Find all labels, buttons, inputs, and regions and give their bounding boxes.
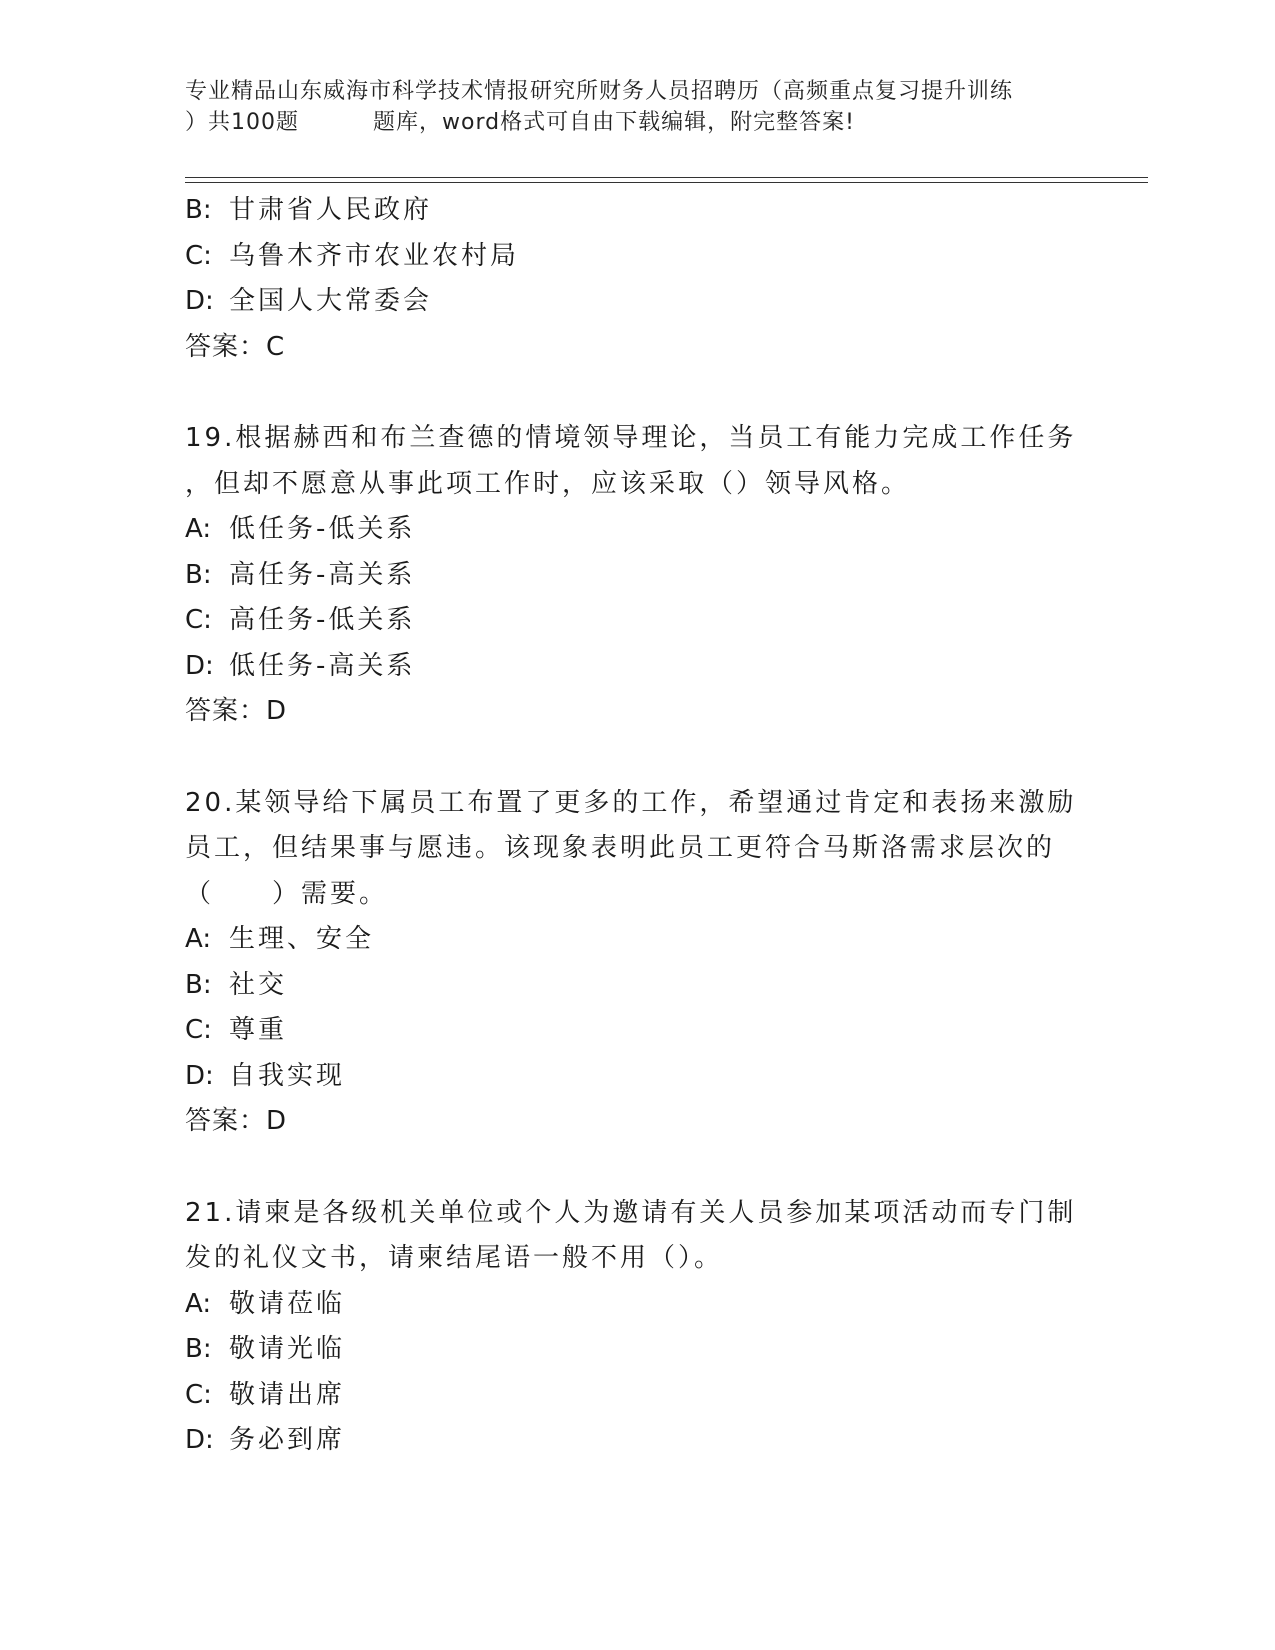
- option-c: [185, 1008, 1085, 1054]
- question-19: [185, 416, 1085, 735]
- option-text: 敬请光临: [229, 1334, 346, 1364]
- option-b: [185, 188, 1085, 234]
- document-header: [185, 76, 1085, 138]
- question-20: [185, 781, 1085, 1145]
- header-title-part-b: 题库，word格式可自由下载编辑，附完整答案!: [373, 110, 855, 135]
- question-stem-line: 19.根据赫西和布兰查德的情境领导理论，当员工有能力完成工作任务: [185, 423, 1077, 453]
- option-d: [185, 279, 1085, 325]
- option-a: [185, 507, 1085, 553]
- answer-line: 答案：D: [185, 696, 288, 726]
- option-a: [185, 1282, 1085, 1328]
- header-divider-bottom: [185, 182, 1148, 183]
- option-c: [185, 234, 1085, 280]
- option-key: D:: [185, 1425, 214, 1455]
- question-stem-line: 发的礼仪文书，请柬结尾语一般不用（）。: [185, 1243, 724, 1273]
- option-a: [185, 917, 1085, 963]
- header-title-line-1: 专业精品山东威海市科学技术情报研究所财务人员招聘历（高频重点复习提升训练: [185, 79, 1014, 104]
- option-text: 务必到席: [229, 1425, 346, 1455]
- option-text: 敬请莅临: [229, 1288, 346, 1319]
- option-text: 尊重: [229, 1015, 288, 1045]
- option-key: B:: [185, 969, 212, 1000]
- option-key: D:: [185, 286, 214, 316]
- option-key: B:: [185, 1334, 212, 1364]
- question-stem-line: （ ）需要。: [185, 878, 389, 909]
- header-title-part-a: ）共100题: [185, 110, 299, 135]
- option-c: [185, 598, 1085, 644]
- option-key: A:: [185, 514, 212, 544]
- option-key: D:: [185, 650, 214, 681]
- question-stem-line: 20.某领导给下属员工布置了更多的工作，希望通过肯定和表扬来激励: [185, 787, 1077, 818]
- option-text: 敬请出席: [229, 1379, 346, 1410]
- option-key: D:: [185, 1060, 214, 1091]
- option-text: 低任务-高关系: [229, 650, 416, 681]
- option-d: [185, 1418, 1085, 1464]
- option-text: 高任务-低关系: [229, 605, 416, 635]
- option-key: C:: [185, 605, 212, 635]
- option-text: 高任务-高关系: [229, 559, 416, 590]
- question-stem-line: ，但却不愿意从事此项工作时，应该采取（）领导风格。: [185, 468, 911, 499]
- question-stem-line: 员工，但结果事与愿违。该现象表明此员工更符合马斯洛需求层次的: [185, 833, 1056, 863]
- option-c: [185, 1373, 1085, 1419]
- option-text: 自我实现: [229, 1060, 346, 1091]
- question-stem-line: 21.请柬是各级机关单位或个人为邀请有关人员参加某项活动而专门制: [185, 1197, 1077, 1228]
- header-title-line-2: [185, 107, 1085, 138]
- answer-line: 答案：D: [185, 1106, 288, 1136]
- option-b: [185, 963, 1085, 1009]
- option-key: B:: [185, 195, 212, 225]
- header-divider-top: [185, 177, 1148, 178]
- option-d: [185, 644, 1085, 690]
- option-key: C:: [185, 1379, 212, 1410]
- question-21: [185, 1191, 1085, 1464]
- option-text: 甘肃省人民政府: [229, 195, 433, 225]
- option-b: [185, 553, 1085, 599]
- option-text: 社交: [229, 969, 288, 1000]
- option-key: B:: [185, 559, 212, 590]
- option-d: [185, 1054, 1085, 1100]
- option-key: A:: [185, 924, 212, 954]
- answer-line: 答案：C: [185, 331, 286, 362]
- option-key: C:: [185, 240, 212, 271]
- option-key: C:: [185, 1015, 212, 1045]
- option-text: 低任务-低关系: [229, 514, 416, 544]
- option-b: [185, 1327, 1085, 1373]
- option-text: 全国人大常委会: [229, 286, 433, 316]
- option-text: 乌鲁木齐市农业农村局: [229, 240, 520, 271]
- option-text: 生理、安全: [229, 924, 375, 954]
- option-key: A:: [185, 1288, 212, 1319]
- prev-question-block: [185, 188, 1085, 370]
- question-list: [185, 188, 1085, 1464]
